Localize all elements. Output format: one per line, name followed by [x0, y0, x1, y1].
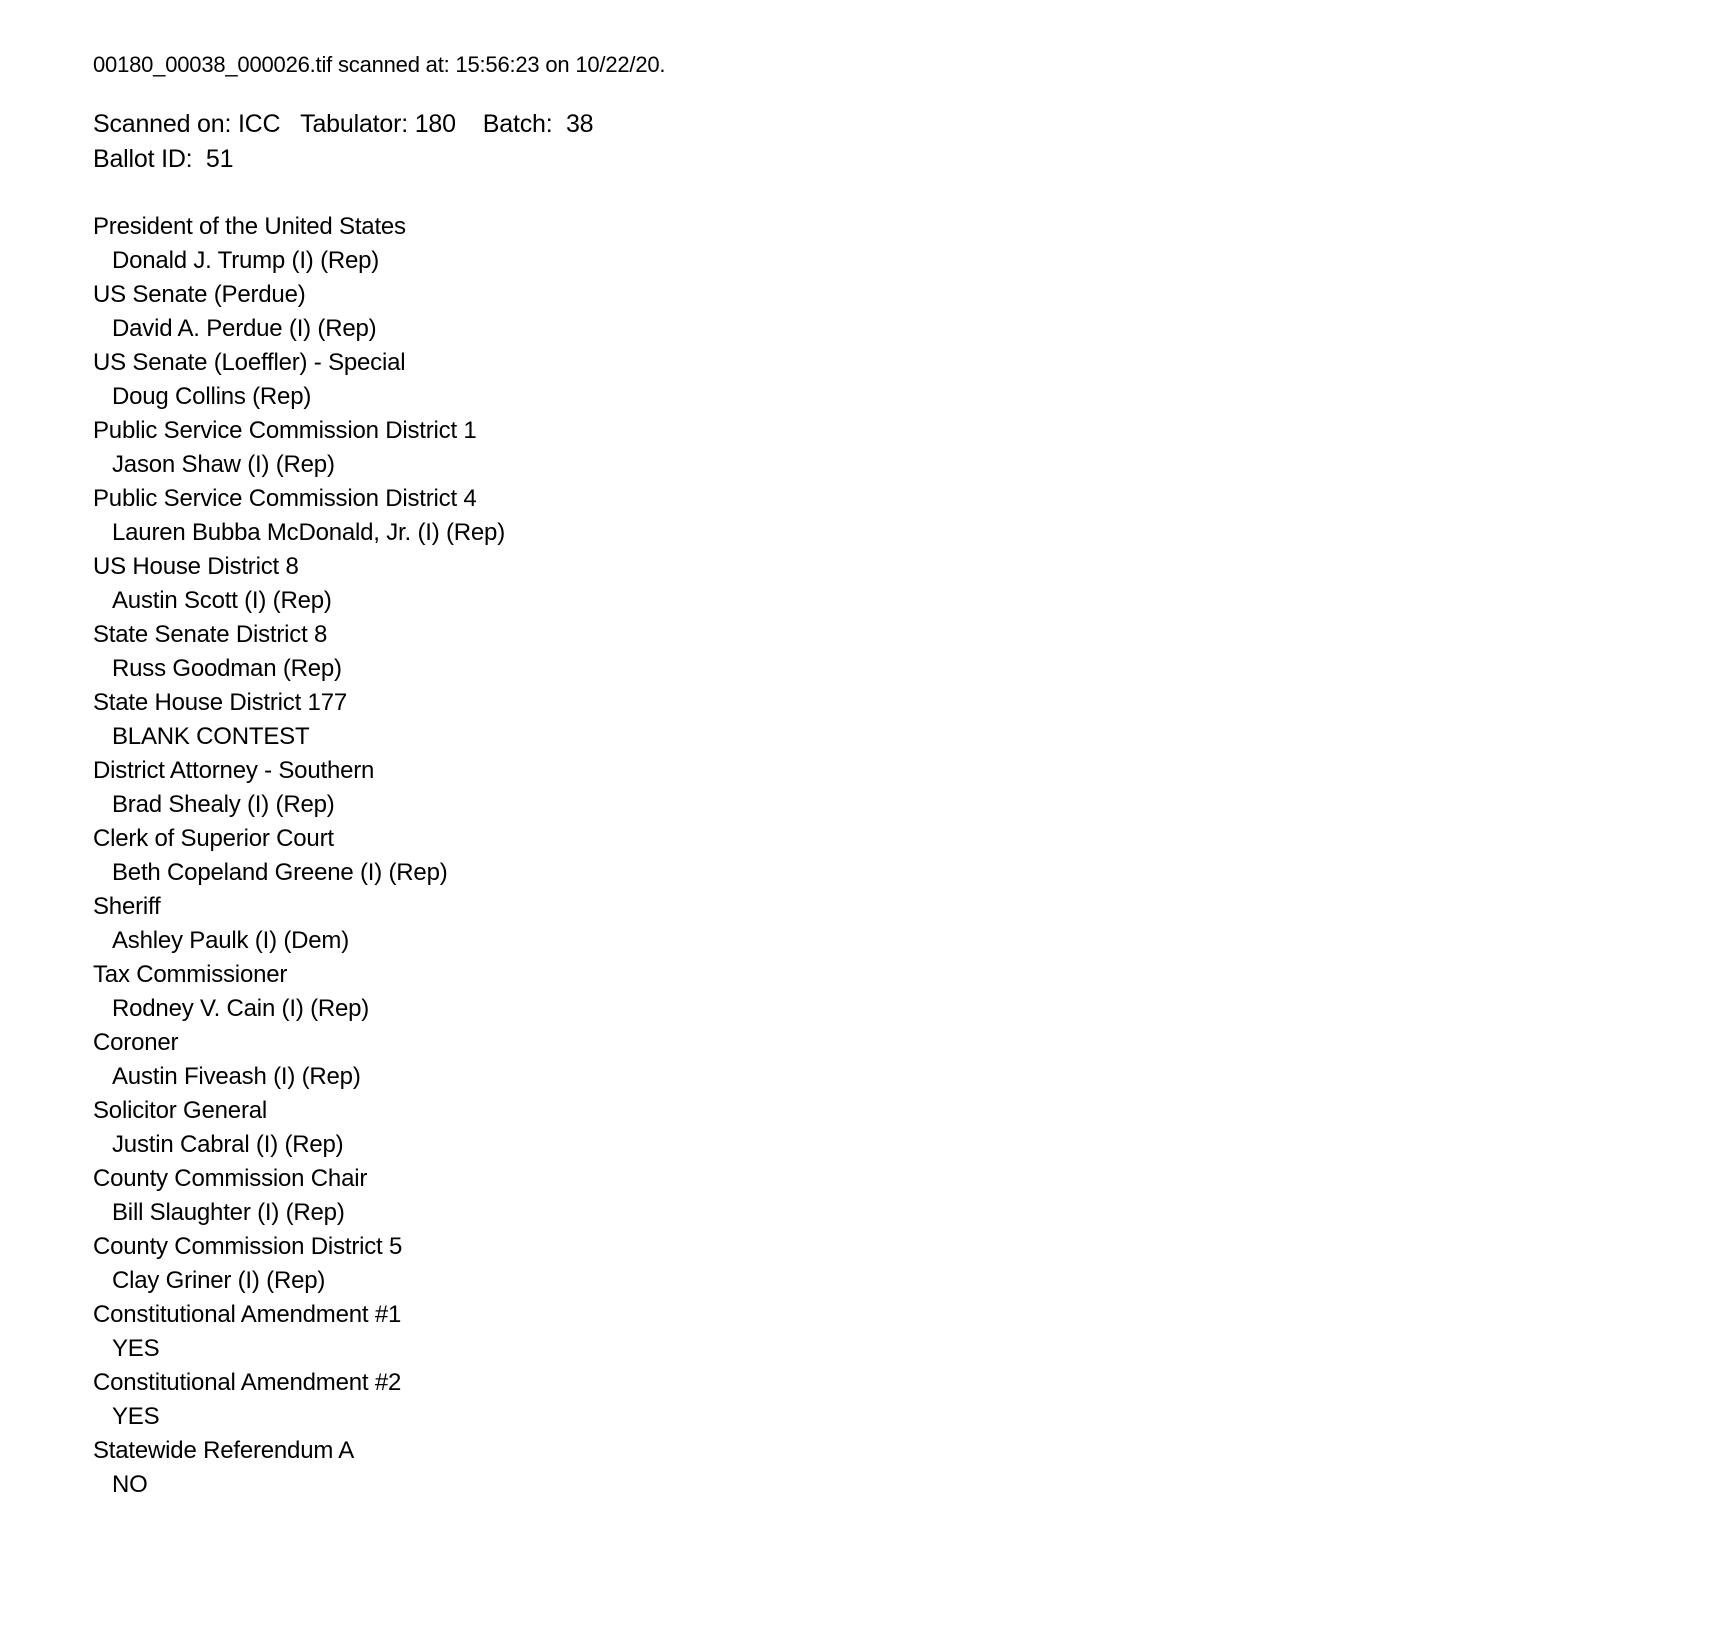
contest-selection: Doug Collins (Rep) — [112, 383, 312, 410]
contest-title: President of the United States — [93, 213, 406, 240]
contest-title: US House District 8 — [93, 553, 299, 580]
contest-title: Public Service Commission District 1 — [93, 417, 477, 444]
contest-selection: Justin Cabral (I) (Rep) — [112, 1131, 344, 1158]
contest-title: State House District 177 — [93, 689, 347, 716]
contest-selection: Bill Slaughter (I) (Rep) — [112, 1199, 345, 1226]
contest-title: State Senate District 8 — [93, 621, 328, 648]
contest-title: US Senate (Loeffler) - Special — [93, 349, 406, 376]
contest-title: Solicitor General — [93, 1097, 268, 1124]
contest-selection: BLANK CONTEST — [112, 723, 310, 750]
contest-title: Coroner — [93, 1029, 179, 1056]
contest-title: Statewide Referendum A — [93, 1437, 355, 1464]
contest-title: Constitutional Amendment #1 — [93, 1301, 402, 1328]
contest-title: US Senate (Perdue) — [93, 281, 306, 308]
contest-selection: Beth Copeland Greene (I) (Rep) — [112, 859, 448, 886]
contest-title: County Commission District 5 — [93, 1233, 403, 1260]
contest-title: Sheriff — [93, 893, 161, 920]
contest-title: County Commission Chair — [93, 1165, 368, 1192]
contest-selection: YES — [112, 1335, 160, 1362]
contest-selection: Jason Shaw (I) (Rep) — [112, 451, 335, 478]
contest-title: Constitutional Amendment #2 — [93, 1369, 402, 1396]
contest-selection: Donald J. Trump (I) (Rep) — [112, 247, 380, 274]
contest-selection: Lauren Bubba McDonald, Jr. (I) (Rep) — [112, 519, 505, 546]
contest-title: Tax Commissioner — [93, 961, 288, 988]
contest-selection: Russ Goodman (Rep) — [112, 655, 342, 682]
contest-selection: Rodney V. Cain (I) (Rep) — [112, 995, 370, 1022]
contest-title: District Attorney - Southern — [93, 757, 375, 784]
contest-selection: Austin Scott (I) (Rep) — [112, 587, 332, 614]
contest-title: Clerk of Superior Court — [93, 825, 334, 852]
scan-info-line: Scanned on: ICC Tabulator: 180 Batch: 38 — [93, 110, 594, 138]
contest-selection: Ashley Paulk (I) (Dem) — [112, 927, 349, 954]
contest-list — [93, 210, 1709, 1502]
contest-selection: NO — [112, 1471, 148, 1498]
scan-filename-line: 00180_00038_000026.tif scanned at: 15:56:23 on 10/22/20. — [93, 52, 666, 77]
contest-selection: Brad Shealy (I) (Rep) — [112, 791, 335, 818]
spacer — [93, 177, 1709, 210]
contest-selection: Clay Griner (I) (Rep) — [112, 1267, 326, 1294]
spacer — [93, 80, 1709, 107]
contest-title: Public Service Commission District 4 — [93, 485, 477, 512]
ballot-id-line: Ballot ID: 51 — [93, 145, 234, 173]
contest-selection: David A. Perdue (I) (Rep) — [112, 315, 377, 342]
contest-selection: YES — [112, 1403, 160, 1430]
contest-selection: Austin Fiveash (I) (Rep) — [112, 1063, 361, 1090]
